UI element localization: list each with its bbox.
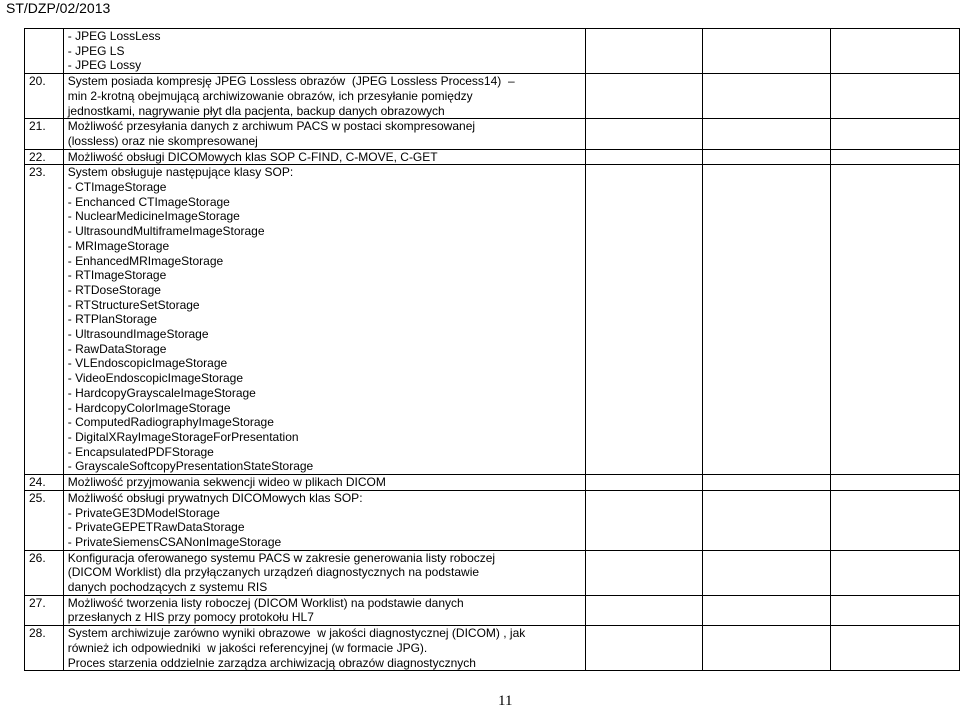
- table-row: [25, 119, 960, 149]
- requirement-line: - JPEG LossLess: [67, 29, 161, 43]
- empty-cell: [585, 626, 702, 671]
- requirement-text: [63, 626, 585, 671]
- requirement-line: (DICOM Worklist) dla przyłączanych urządzeń diagnostycznych na podstawie: [67, 565, 480, 580]
- empty-cell: [830, 149, 959, 165]
- requirement-line: Konfiguracja oferowanego systemu PACS w zakresie generowania listy roboczej: [67, 550, 496, 565]
- row-number: 28.: [25, 626, 64, 671]
- requirement-text: [63, 550, 585, 595]
- empty-cell: [703, 626, 830, 671]
- requirement-line: - VLEndoscopicImageStorage: [67, 356, 228, 371]
- requirement-text: [63, 119, 585, 149]
- empty-cell: [830, 475, 959, 491]
- requirement-line: - PrivateGEPETRawDataStorage: [67, 520, 245, 535]
- empty-cell: [830, 595, 959, 625]
- requirement-line: - RTPlanStorage: [67, 312, 157, 327]
- row-number: 25.: [25, 490, 64, 550]
- empty-cell: [585, 475, 702, 491]
- table-row: [25, 490, 960, 550]
- empty-cell: [585, 165, 702, 475]
- table-row: [25, 74, 960, 119]
- page-number: 11: [498, 693, 513, 709]
- empty-cell: [585, 595, 702, 625]
- table-row: [25, 149, 960, 165]
- requirements-table-body: [25, 29, 960, 671]
- row-number: 21.: [25, 119, 64, 149]
- table-row: [25, 595, 960, 625]
- requirement-line: Możliwość tworzenia listy roboczej (DICOM Worklist) na podstawie danych: [67, 595, 464, 610]
- requirement-text: [63, 595, 585, 625]
- table-row: [25, 475, 960, 491]
- requirement-line: Możliwość przyjmowania sekwencji wideo w plikach DICOM: [67, 475, 386, 490]
- empty-cell: [585, 149, 702, 165]
- requirement-line: - ComputedRadiographyImageStorage: [67, 415, 274, 430]
- requirement-text: [63, 490, 585, 550]
- empty-cell: [585, 119, 702, 149]
- requirement-line: - RTImageStorage: [67, 268, 167, 283]
- empty-cell: [703, 475, 830, 491]
- empty-cell: [703, 119, 830, 149]
- requirement-line: - MRImageStorage: [67, 238, 170, 253]
- requirement-text: [63, 475, 585, 491]
- requirement-line: - RTDoseStorage: [67, 282, 161, 297]
- empty-cell: [703, 595, 830, 625]
- empty-cell: [830, 550, 959, 595]
- empty-cell: [703, 29, 830, 74]
- document-id: ST/DZP/02/2013: [6, 0, 111, 16]
- requirement-line: Możliwość przesyłania danych z archiwum PACS w postaci skompresowanej: [67, 119, 476, 134]
- requirement-line: jednostkami, nagrywanie płyt dla pacjenta, backup danych obrazowych: [67, 103, 445, 118]
- requirement-line: danych pochodzących z systemu RIS: [67, 580, 268, 595]
- row-number: 20.: [25, 74, 64, 119]
- requirement-line: - JPEG LS: [67, 43, 125, 58]
- empty-cell: [703, 490, 830, 550]
- row-number: [25, 29, 64, 74]
- requirement-line: - UltrasoundMultiframeImageStorage: [67, 224, 265, 239]
- row-number: 26.: [25, 550, 64, 595]
- requirement-line: - GrayscaleSoftcopyPresentationStateStorage: [67, 459, 314, 474]
- requirement-line: Możliwość obsługi prywatnych DICOMowych klas SOP:: [67, 490, 363, 505]
- table-row: [25, 550, 960, 595]
- requirement-line: również ich odpowiedniki w jakości referencyjnej (w formacie JPG).: [67, 640, 428, 655]
- row-number: 27.: [25, 595, 64, 625]
- empty-cell: [830, 165, 959, 475]
- requirement-line: System obsługuje następujące klasy SOP:: [67, 165, 294, 180]
- requirement-line: - PrivateSiemensCSANonImageStorage: [67, 534, 282, 549]
- requirements-table: [24, 28, 960, 671]
- requirement-line: - JPEG Lossy: [67, 58, 142, 73]
- table-row: [25, 29, 960, 74]
- requirement-line: - RTStructureSetStorage: [67, 297, 200, 312]
- empty-cell: [830, 119, 959, 149]
- requirement-line: min 2-krotną obejmującą archiwizowanie obrazów, ich przesyłanie pomiędzy: [67, 88, 473, 103]
- row-number: 23.: [25, 165, 64, 475]
- empty-cell: [830, 74, 959, 119]
- empty-cell: [585, 74, 702, 119]
- requirement-line: System archiwizuje zarówno wyniki obrazowe w jakości diagnostycznej (DICOM) , jak: [67, 626, 526, 641]
- empty-cell: [703, 149, 830, 165]
- requirement-text: [63, 29, 585, 74]
- requirement-line: - DigitalXRayImageStorageForPresentation: [67, 429, 299, 444]
- empty-cell: [585, 29, 702, 74]
- requirement-line: - NuclearMedicineImageStorage: [67, 209, 240, 224]
- requirement-line: - HardcopyGrayscaleImageStorage: [67, 385, 256, 400]
- requirement-text: [63, 74, 585, 119]
- requirement-line: przesłanych z HIS przy pomocy protokołu HL7: [67, 610, 314, 625]
- requirement-line: - Enchanced CTImageStorage: [67, 194, 230, 209]
- requirement-line: - VideoEndoscopicImageStorage: [67, 371, 243, 386]
- requirement-line: - UltrasoundImageStorage: [67, 327, 209, 342]
- requirement-line: (lossless) oraz nie skompresowanej: [67, 133, 258, 148]
- requirement-line: Możliwość obsługi DICOMowych klas SOP C-FIND, C-MOVE, C-GET: [67, 149, 438, 164]
- requirement-line: - EncapsulatedPDFStorage: [67, 444, 214, 459]
- requirement-line: - EnhancedMRImageStorage: [67, 253, 224, 268]
- row-number: 22.: [25, 149, 64, 165]
- requirement-line: - CTImageStorage: [67, 180, 167, 195]
- empty-cell: [703, 74, 830, 119]
- empty-cell: [585, 490, 702, 550]
- table-row: [25, 626, 960, 671]
- requirement-text: [63, 165, 585, 475]
- row-number: 24.: [25, 475, 64, 491]
- requirement-line: - HardcopyColorImageStorage: [67, 400, 231, 415]
- requirement-line: System posiada kompresję JPEG Lossless obrazów (JPEG Lossless Process14) –: [67, 74, 515, 89]
- empty-cell: [703, 550, 830, 595]
- empty-cell: [830, 626, 959, 671]
- empty-cell: [830, 29, 959, 74]
- empty-cell: [703, 165, 830, 475]
- empty-cell: [830, 490, 959, 550]
- requirement-text: [63, 149, 585, 165]
- requirement-line: Proces starzenia oddzielnie zarządza archiwizacją obrazów diagnostycznych: [67, 655, 476, 670]
- empty-cell: [585, 550, 702, 595]
- requirement-line: - RawDataStorage: [67, 341, 167, 356]
- table-row: [25, 165, 960, 475]
- requirement-line: - PrivateGE3DModelStorage: [67, 505, 220, 520]
